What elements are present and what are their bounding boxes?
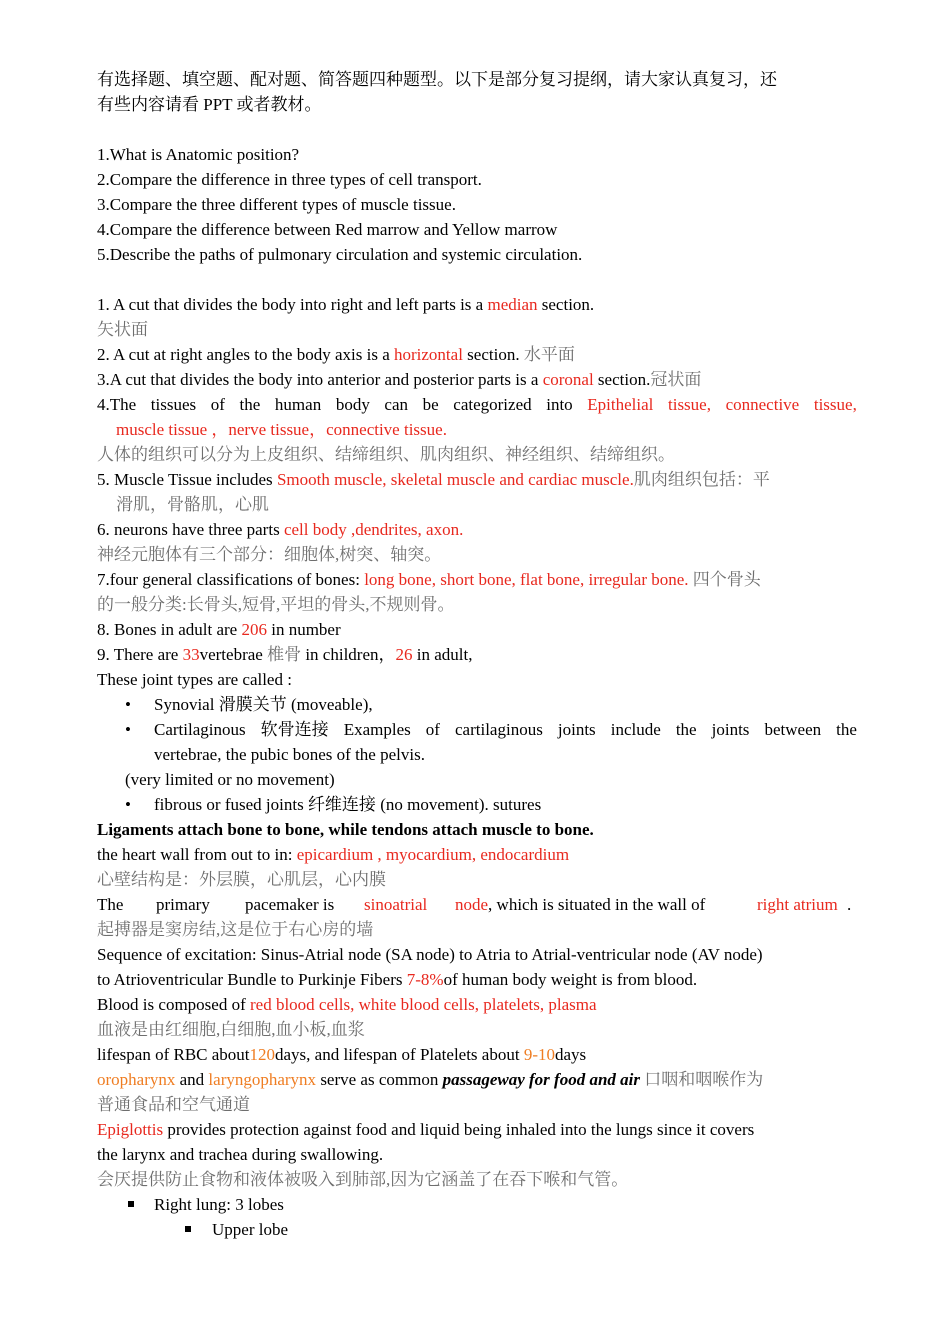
intro-line-2: 有些内容请看 PPT 或者教材。 bbox=[97, 95, 322, 114]
answer: laryngopharynx bbox=[208, 1070, 317, 1089]
bullet-icon: • bbox=[125, 695, 131, 714]
answer: long bone, short bone, flat bone, irregular bone. bbox=[364, 570, 689, 589]
fill-item-2: 2. A cut at right angles to the body axis is a horizontal section. 水平面 bbox=[97, 345, 575, 364]
pacemaker-cn: 起搏器是窦房结,这是位于右心房的墙 bbox=[97, 920, 374, 939]
joints-intro: These joint types are called : bbox=[97, 670, 292, 689]
fill-item-9: 9. There are 33vertebrae 椎骨 in children，26 in adult, bbox=[97, 645, 473, 664]
fill-item-5: 5. Muscle Tissue includes Smooth muscle, skeletal muscle and cardiac muscle.肌肉组织包括：平 bbox=[97, 470, 770, 489]
pacemaker-line: The primary pacemaker is sinoatrial node, which is situated in the wall of right atrium . bbox=[97, 892, 857, 917]
list-item-fibrous: • fibrous or fused joints 纤维连接 (no movement). sutures bbox=[97, 792, 857, 817]
fill-item-5-cn: 滑肌，骨骼肌，心肌 bbox=[116, 495, 269, 514]
blood-composition-cn: 血液是由红细胞,白细胞,血小板,血浆 bbox=[97, 1020, 365, 1039]
bullet-icon: • bbox=[125, 720, 131, 739]
fill-item-3: 3.A cut that divides the body into anterior and posterior parts is a coronal section.冠状面 bbox=[97, 370, 702, 389]
ligaments-statement: Ligaments attach bone to bone, while tendons attach muscle to bone. bbox=[97, 820, 594, 839]
question-1: 1.What is Anatomic position? bbox=[97, 145, 300, 164]
answer: oropharynx bbox=[97, 1070, 176, 1089]
excitation-sequence-cont: to Atrioventricular Bundle to Purkinje Fibers 7-8%of human body weight is from blood. bbox=[97, 970, 698, 989]
bullet-icon: • bbox=[125, 795, 131, 814]
fill-item-6: 6. neurons have three parts cell body ,dendrites, axon. bbox=[97, 520, 464, 539]
epiglottis-cn: 会厌提供防止食物和液体被吸入到肺部,因为它涵盖了在吞下喉和气管。 bbox=[97, 1170, 629, 1189]
answer: node bbox=[455, 895, 489, 914]
answer: 9-10 bbox=[523, 1045, 555, 1064]
intro-line-1: 有选择题、填空题、配对题、简答题四种题型。以下是部分复习提纲，请大家认真复习，还 bbox=[97, 70, 777, 89]
fill-item-8: 8. Bones in adult are 206 in number bbox=[97, 620, 341, 639]
answer: 7-8% bbox=[406, 970, 444, 989]
question-3: 3.Compare the three different types of muscle tissue. bbox=[97, 195, 456, 214]
epiglottis-line-cont: the larynx and trachea during swallowing. bbox=[97, 1145, 384, 1164]
pharynx-line: oropharynx and laryngopharynx serve as common passageway for food and air 口咽和咽喉作为 bbox=[97, 1070, 764, 1089]
blood-composition: Blood is composed of red blood cells, white blood cells, platelets, plasma bbox=[97, 995, 597, 1014]
fill-item-1-cn: 矢状面 bbox=[97, 320, 148, 339]
fill-item-6-cn: 神经元胞体有三个部分：细胞体,树突、轴突。 bbox=[97, 545, 442, 564]
answer: median bbox=[487, 295, 538, 314]
fill-item-4-cn: 人体的组织可以分为上皮组织、结缔组织、肌肉组织、神经组织、结缔组织。 bbox=[97, 445, 675, 464]
heart-wall: the heart wall from out to in: epicardium , myocardium, endocardium bbox=[97, 845, 570, 864]
answer: 33 bbox=[182, 645, 200, 664]
answer: red blood cells, white blood cells, platelets, plasma bbox=[250, 995, 597, 1014]
heart-wall-cn: 心壁结构是：外层膜，心肌层，心内膜 bbox=[97, 870, 386, 889]
fill-item-4-answer: muscle tissue ，nerve tissue，connective tissue. bbox=[116, 420, 447, 439]
fill-item-1: 1. A cut that divides the body into right and left parts is a median section. bbox=[97, 295, 595, 314]
question-2: 2.Compare the difference in three types of cell transport. bbox=[97, 170, 482, 189]
list-item-synovial: • Synovial 滑膜关节 (moveable), bbox=[97, 692, 857, 717]
square-bullet-icon bbox=[185, 1226, 191, 1232]
answer: 206 bbox=[241, 620, 267, 639]
fill-item-7-cn: 的一般分类:长骨头,短骨,平坦的骨头,不规则骨。 bbox=[97, 595, 455, 614]
question-4: 4.Compare the difference between Red marrow and Yellow marrow bbox=[97, 220, 558, 239]
epiglottis-line: Epiglottis provides protection against food and liquid being inhaled into the lungs since it covers bbox=[97, 1120, 755, 1139]
list-item-right-lung: Right lung: 3 lobes bbox=[97, 1192, 857, 1217]
list-item-upper-lobe: Upper lobe bbox=[97, 1217, 857, 1242]
document-page bbox=[97, 67, 857, 1242]
answer: epicardium , myocardium, endocardium bbox=[296, 845, 570, 864]
square-bullet-icon bbox=[128, 1201, 134, 1207]
answer: Smooth muscle, skeletal muscle and cardiac muscle. bbox=[276, 470, 634, 489]
answer: 120 bbox=[249, 1045, 276, 1064]
fill-item-7: 7.four general classifications of bones: long bone, short bone, flat bone, irregular bone. 四个骨头 bbox=[97, 570, 761, 589]
limited-movement-note: (very limited or no movement) bbox=[125, 770, 335, 789]
answer: Epiglottis bbox=[97, 1120, 164, 1139]
list-item-cartilaginous: • Cartilaginous 软骨连接 Examples of cartilaginous joints include the joints between the bbox=[97, 717, 857, 742]
fill-item-4: 4.The tissues of the human body can be categorized into Epithelial tissue, connective tissue, bbox=[97, 395, 857, 414]
answer: coronal bbox=[542, 370, 594, 389]
answer: right atrium bbox=[757, 895, 838, 914]
lifespan-line: lifespan of RBC about120days, and lifespan of Platelets about 9-10days bbox=[97, 1045, 587, 1064]
excitation-sequence: Sequence of excitation: Sinus-Atrial node (SA node) to Atria to Atrial-ventricular node (AV node) bbox=[97, 945, 763, 964]
question-5: 5.Describe the paths of pulmonary circulation and systemic circulation. bbox=[97, 245, 583, 264]
answer: horizontal bbox=[394, 345, 463, 364]
list-item-cartilaginous-cont: vertebrae, the pubic bones of the pelvis. bbox=[154, 745, 425, 764]
pharynx-cn: 普通食品和空气通道 bbox=[97, 1095, 250, 1114]
answer: cell body ,dendrites, axon. bbox=[283, 520, 464, 539]
answer: 26 bbox=[395, 645, 413, 664]
answer: sinoatrial bbox=[364, 895, 428, 914]
